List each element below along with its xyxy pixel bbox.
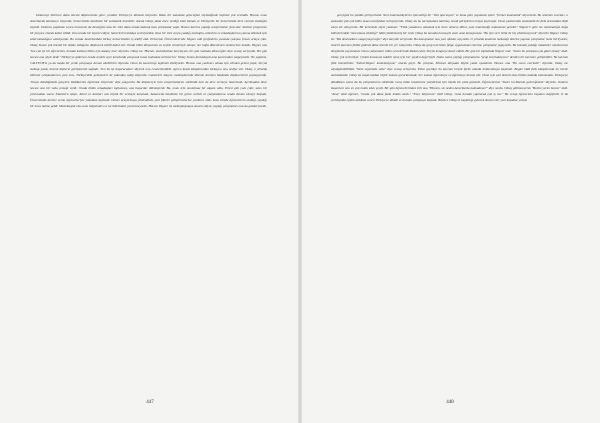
left-page-body-text: Doktorayı bitirince daha önceki düşüncemize göre, yeniden Türkiye'ye dönmek istiyordu. Yakın bir zamanda geleceğimi söylediğinde hepimiz çok sevindik. Hocası onun Amerika'da kalmasını istiyordu; üniversitede kendisine bir asistanlık önerdiler. Ancak Oktay, daha önce verdiği sözü tutmak ve Türkiye'de bir üniversitede ders vermek istediğini söyledi. Doktora yaptıktan sonra hocasının da desteğiyle kısa bir süre daha orada kalarak bazı çalışmalar yaptı. Bunun üzerine yaptığı araştırmalar 'post-doc' denilen programın bir parçası olarak kabul edildi. Onu arada bir ziyaret ediyor, haberlerini aldıkça seviniyorduk. Kısa bir süre sonra yazdığı mektupta, ailesinin ve arkadaşlarının yanına dönmek için sabırsızlandığını anlatıyordu. Bu sırada Amerika'daki birkaç üniversiteden iş teklifi aldı. Princeton Üniversitesi'nde Wigner adlı profesörün yanında çalışma fırsatı ortaya çıktı. Oktay bunun çok önemli bir imkân olduğunu düşünerek teklifi kabul etti. Orada bilim dünyasının en seçkin isimleriyle tanıştı; her hafta düzenlenen seminerlere katıldı. Wigner ona 'Sen çok iyi bir öğrencisin, burada kalman bizim için kazanç olur' diyordu. Oktay ise 'Hocam, memleketime borçluyum, bir gün mutlaka döneceğim' diye cevap veriyordu. Bir gün hocası ona şöyle dedi: 'Türkiye'ye gidersen orada seninle aynı konularda çalışacak insan bulmakta zorlanırsın.' Oktay bunun farkındaydı ama kararından vazgeçmedi. 'Ne yapalım, CALTECH'te ya da başka bir yerde çalışmaya devam edebilirim' diyordu. Onun bu kararlılığı hepimizi etkiliyordu. Hocası ona yardımcı olmak için elinden geleni yaptı; birçok mektup yazdı, önemli kişilerle görüşmesini sağladı. 'Sen bu işi başaracaksın' diyerek onu cesaretlendirdi. Ayrıca kendi kitaplarından birkaçını ona hediye etti. Oktay o yıllarda bilimsel çalışmalarının yanı sıra, Türkiye'deki gelişmeleri de yakından takip ediyordu. Gazeteleri okuyor, mektuplarında ülkenin durumu hakkında düşüncelerini paylaşıyordu. 'Oraya döndüğümde gençlere bildiklerimi öğretmek istiyorum' diye yazıyordu. Bu düşünceyle hem araştırmalarını sürdürdü hem de ders vermeye hazırlandı. Ayrılmadan önce hocası ona bir veda yemeği verdi. Orada bütün arkadaşları toplanmış, ona başarılar dilemişlerdi. Bu, onun için unutulmaz bir akşam oldu. Ertesi gün yola çıktı; uzun bir yolculuktan sonra İstanbul'a ulaştı. Ailesi ve dostları onu büyük bir sevinçle karşıladı. Ankara'da kendisine bir görev verildi ve çalışmalarına orada devam etmeye başladı. Üniversitede dersler verdi, öğrencileriyle yakından ilgilendi. Onları araştırmaya yönlendirdi, yeni fikirler geliştirmelerine yardımcı oldu. Kısa sürede öğrencilerin sevdiği, saydığı bir hoca haline geldi. Meslektaşları da onun bilgisinden ve tecrübesinden yararlanıyordu. Hocası Wigner ile mektuplaşmaya devam ediyor, yaptığı çalışmaları ona da gönderiyordu. [30, 13, 267, 108]
right-page-number: 448 [446, 400, 454, 405]
left-page-number: 447 [146, 400, 154, 405]
right-page [300, 0, 600, 423]
right-page-body-text: gerçeğini bu şekilde görüyorlardı. Yeni matematikçilerin işlevselliği bir "ilmi operasyon" ve buna göre yapılacak işlere "formel matematik" diyorlardı. Bu sistemin sınırları, o zamanlar pek çok bilim insanı tarafından tartışılıyordu. Oktay da bu tartışmalara katılmış, kendi görüşlerini ortaya koymuştu. Onun yazılarında matematik ile fizik arasındaki ilişki sıkça ele alınıyordu. Bir keresinde şöyle yazmıştı: "Fizik yasalarını anlamak için önce onların dilini, yani matematiği anlamamız gerekir." Wigner'e göre ise matematiğin doğa bilimlerindeki "akıl almaz etkinliği" hâlâ çözülememiş bir sırdı. Oktay bu konuda hocasıyla uzun uzun konuşmuştu. "Bu işin sırrı belki de hiç çözülemeyecek" diyordu Wigner. Oktay ise "Biz denemekten vazgeçmeyeceğiz" diye karşılık veriyordu. Bu konuşmalar ona yeni ufuklar açıyordu. O yıllarda kuantum mekaniği üzerine yapılan çalışmalar hızla ilerliyordu; simetri kavramı fizikte giderek daha önemli bir yer tutuyordu. Oktay da grup teorisinin fiziğe uygulanması üzerine çalışmalar yapıyordu. Bu konuda yazdığı makaleler uluslararası dergilerde yayımlandı. Onun çalışmaları bilim çevrelerinde dikkat çekti; birçok kongreye davet edildi. Bir gün bir toplantıda Wigner ona: "Senin bu çalışman çok güzel olmuş" dedi. Oktay çok sevinmişti. Çünkü hocasının takdiri onun için her şeyden değerliydi. Daha sonra yaptığı çalışmalarla "grup kontraksiyonu" denilen bir kavramı geliştirdiler. Bu kavram fizik literatürüne "İnönü-Wigner kontraksiyonu" olarak geçti. Bu çalışma, bilimsel dünyada büyük yankı uyandırdı. Hocası ona "Bu senin eserindir" diyordu. Oktay ise alçakgönüllülükle "Sizin sayenizde oldu" diye cevap veriyordu. Yıllar geçtikçe bu kavram birçok farklı alanda kullanılmaya başlandı. Bugün hâlâ fizik kitaplarında bu isimle anılmaktadır. Oktay bu başarısından hiçbir zaman gururlanmadı; her zaman öğrenmeye ve öğretmeye devam etti. Onun için asıl önemli olan bilime katkıda bulunmaktı. Türkiye'ye döndükten sonra da bu çalışmalarını sürdürdü. Genç bilim insanlarını yetiştirmek için büyük bir çaba gösterdi. Öğrencilerine "Sizler bu ülkenin geleceğisiniz" diyordu. Onların başarıları onu en çok mutlu eden şeydi. Bir gün öğrencilerinden biri ona "Hocam, siz neden Amerika'da kalmadınız?" diye sordu. Oktay gülümseyerek "Benim yerim burası" dedi. "Ama" dedi öğrenci, "orada çok daha fazla imkân vardı." "Evet, biliyorum" dedi Oktay, "ama burada yapılacak çok iş var." Bu cevap öğrencinin hayatını değiştirdi. O da yurtdışında eğitim aldıktan sonra Türkiye'ye döndü ve burada çalışmaya başladı. Böylece Oktay'ın başlattığı gelenek devam etti; yeni kuşaklar yetişti. [331, 13, 568, 102]
